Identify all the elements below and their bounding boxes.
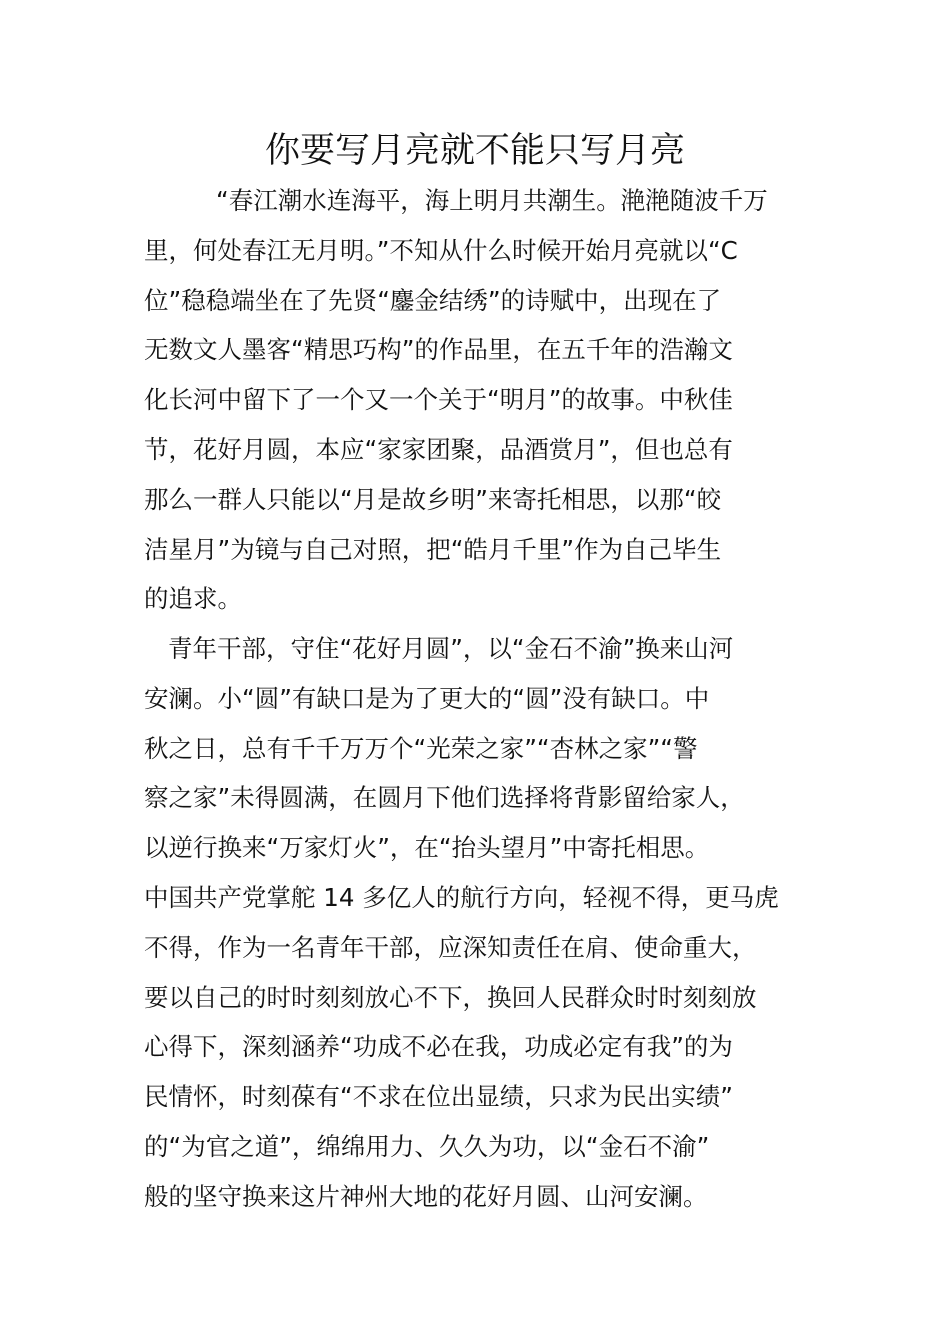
paragraph-line: 的追求。	[144, 584, 242, 614]
paragraph-line: 察之家”未得圆满，在圆月下他们选择将背影留给家人，	[144, 783, 745, 813]
paragraph-line: 要以自己的时时刻刻放心不下，换回人民群众时时刻刻放	[144, 982, 757, 1012]
paragraph-line: 以逆行换来“万家灯火”，在“抬头望月”中寄托相思。	[144, 833, 710, 863]
paragraph-line: 化长河中留下了一个又一个关于“明月”的故事。中秋佳	[144, 385, 733, 415]
paragraph-line: 心得下，深刻涵养“功成不必在我，功成必定有我”的为	[144, 1032, 733, 1062]
paragraph-line: 的“为官之道”，绵绵用力、久久为功，以“金石不渝”	[144, 1131, 710, 1161]
paragraph-line: 那么一群人只能以“月是故乡明”来寄托相思，以那“皎	[144, 484, 722, 514]
paragraph-line: 青年干部，守住“花好月圆”，以“金石不渝”换来山河	[168, 634, 734, 663]
paragraph-line: 秋之日，总有千千万万个“光荣之家”“杏林之家”“警	[144, 733, 698, 763]
paragraph-line: “春江潮水连海平，海上明月共潮生。滟滟随波千万	[216, 186, 768, 215]
paragraph-line: 洁星月”为镜与自己对照，把“皓月千里”作为自己毕生	[144, 534, 722, 564]
paragraph-line: 无数文人墨客“精思巧构”的作品里，在五千年的浩瀚文	[144, 335, 733, 365]
paragraph-line: 节，花好月圆，本应“家家团聚，品酒赏月”，但也总有	[144, 434, 733, 464]
paragraph-2	[144, 624, 809, 1222]
paragraph-line: 里，何处春江无月明。”不知从什么时候开始月亮就以“C	[144, 235, 738, 265]
document-title: 你要写月亮就不能只写月亮	[264, 131, 685, 171]
paragraph-line: 民情怀，时刻葆有“不求在位出显绩，只求为民出实绩”	[144, 1082, 733, 1112]
paragraph-1	[144, 176, 809, 624]
paragraph-line: 般的坚守换来这片神州大地的花好月圆、山河安澜。	[144, 1181, 708, 1211]
paragraph-line: 安澜。小“圆”有缺口是为了更大的“圆”没有缺口。中	[144, 683, 710, 713]
paragraph-line: 中国共产党掌舵 14 多亿人的航行方向，轻视不得，更马虎	[144, 882, 779, 912]
paragraph-line: 位”稳稳端坐在了先贤“鏖金结绣”的诗赋中，出现在了	[144, 285, 722, 315]
paragraph-line: 不得，作为一名青年干部，应深知责任在肩、使命重大，	[144, 932, 757, 962]
